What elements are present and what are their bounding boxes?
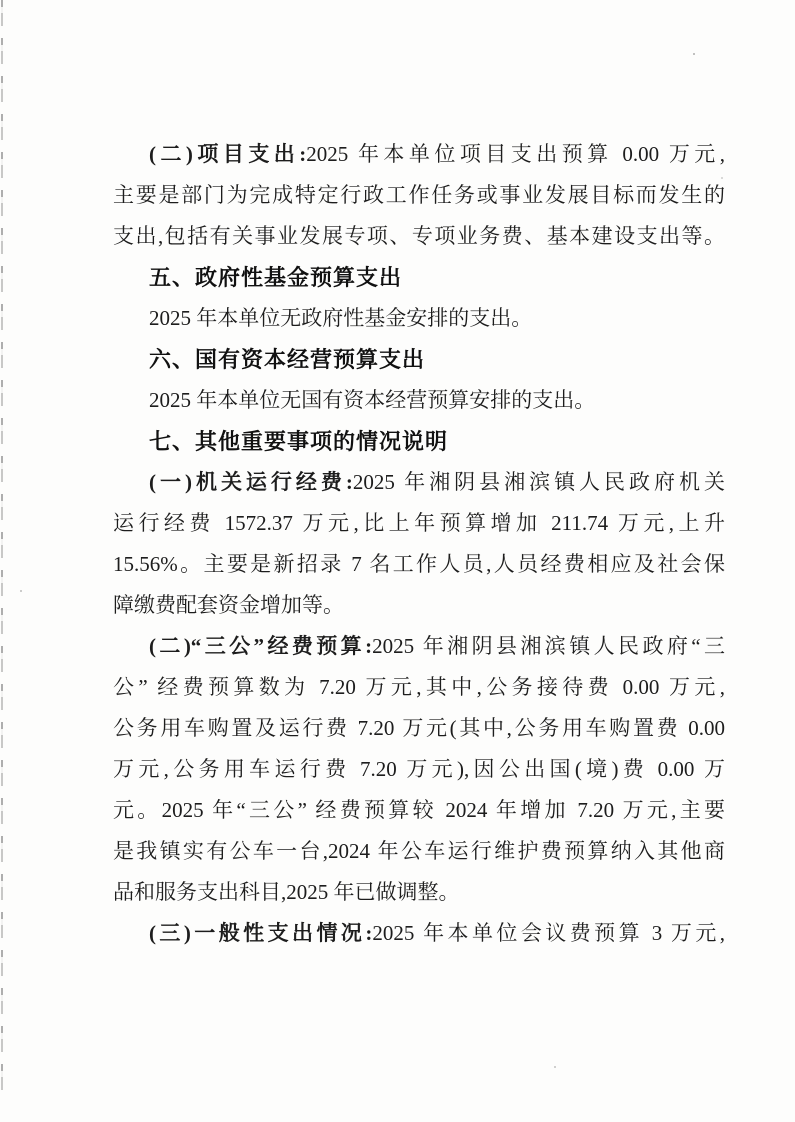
scan-noise-specks	[693, 53, 695, 55]
paragraph-text: 公务用车购置及运行费 7.20 万元(其中,公务用车购置费 0.00	[113, 716, 725, 740]
paragraph-text: 2025 年湘阴县湘滨镇人民政府机关	[352, 470, 726, 494]
paragraph-start-line	[113, 913, 725, 954]
paragraph-text: 支出,包括有关事业发展专项、专项业务费、基本建设支出等。	[113, 224, 725, 248]
text-line	[113, 503, 725, 544]
paragraph-text: 2025 年本单位无国有资本经营预算安排的支出。	[149, 388, 596, 412]
paragraph-text: 2025 年本单位无政府性基金安排的支出。	[149, 306, 533, 330]
paragraph-text: 障缴费配套资金增加等。	[113, 593, 344, 617]
paragraph-text: 品和服务支出科目,2025 年已做调整。	[113, 880, 460, 904]
text-line	[113, 831, 725, 872]
section-heading-six	[113, 339, 725, 380]
paragraph-text: 2025 年湘阴县湘滨镇人民政府“三	[372, 634, 725, 658]
paragraph-text: 2025 年本单位项目支出预算 0.00 万元,	[306, 142, 725, 166]
text-line	[113, 708, 725, 749]
section-heading-text: 六、国有资本经营预算支出	[149, 347, 426, 372]
section-heading-seven	[113, 421, 725, 462]
text-line	[113, 298, 725, 339]
text-line	[113, 872, 725, 913]
text-line	[113, 790, 725, 831]
paragraph-start-line	[113, 626, 725, 667]
paragraph-start-line	[113, 134, 725, 175]
text-line	[113, 175, 725, 216]
section-heading-text: 五、政府性基金预算支出	[149, 265, 403, 290]
run-in-subheading: (二)项目支出:	[149, 142, 307, 166]
paragraph-text: 2025 年本单位会议费预算 3 万元,	[372, 921, 726, 945]
run-in-subheading: (三)一般性支出情况:	[149, 921, 373, 945]
paragraph-text: 元。2025 年“三公” 经费预算较 2024 年增加 7.20 万元,主要	[113, 798, 725, 822]
text-line	[113, 544, 725, 585]
text-line	[113, 585, 725, 626]
run-in-subheading: (二)“三公”经费预算:	[149, 634, 373, 658]
scan-edge-artifact	[1, 0, 3, 1090]
document-text-block	[113, 134, 725, 954]
text-line	[113, 380, 725, 421]
section-heading-text: 七、其他重要事项的情况说明	[149, 429, 449, 454]
paragraph-text: 15.56%。主要是新招录 7 名工作人员,人员经费相应及社会保	[113, 552, 725, 576]
paragraph-text: 是我镇实有公车一台,2024 年公车运行维护费预算纳入其他商	[113, 839, 725, 863]
section-heading-five	[113, 257, 725, 298]
paragraph-text: 运行经费 1572.37 万元,比上年预算增加 211.74 万元,上升	[113, 511, 725, 535]
paragraph-start-line	[113, 462, 725, 503]
text-line	[113, 667, 725, 708]
paragraph-text: 公” 经费预算数为 7.20 万元,其中,公务接待费 0.00 万元,	[113, 675, 725, 699]
paragraph-text: 万元,公务用车运行费 7.20 万元),因公出国(境)费 0.00 万	[113, 757, 725, 781]
text-line	[113, 216, 725, 257]
run-in-subheading: (一)机关运行经费:	[149, 470, 353, 494]
text-line	[113, 749, 725, 790]
paragraph-text: 主要是部门为完成特定行政工作任务或事业发展目标而发生的	[113, 183, 725, 207]
